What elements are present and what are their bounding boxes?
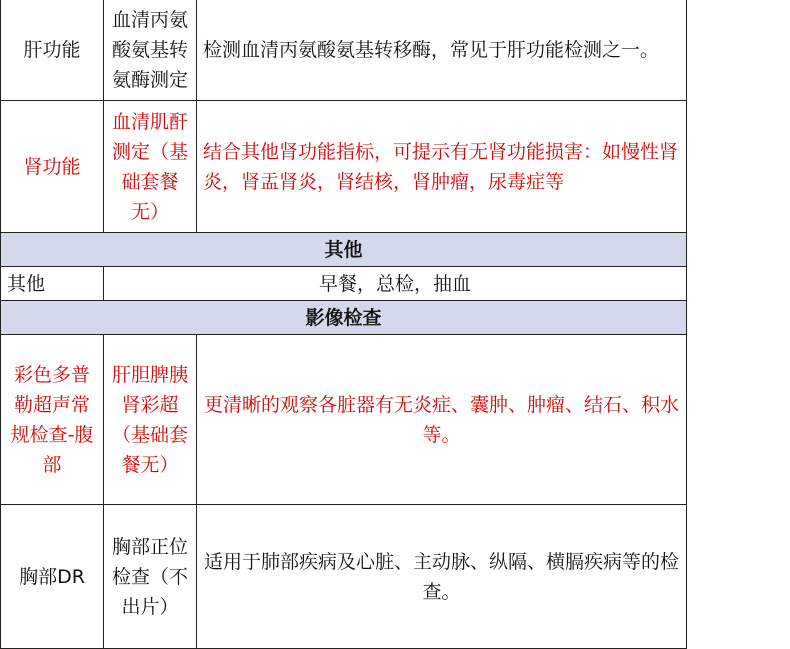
item-category: 肝功能 bbox=[1, 0, 104, 101]
item-description: 早餐，总检，抽血 bbox=[104, 267, 687, 301]
item-test: 血清肌酐测定（基础套餐无） bbox=[104, 101, 197, 233]
item-description: 更清晰的观察各脏器有无炎症、囊肿、肿瘤、结石、积水等。 bbox=[197, 335, 687, 505]
section-row-imaging bbox=[1, 301, 687, 335]
section-row-other bbox=[1, 233, 687, 267]
table-row-liver bbox=[1, 0, 687, 101]
item-description: 适用于肺部疾病及心脏、主动脉、纵隔、横膈疾病等的检查。 bbox=[197, 505, 687, 649]
item-test: 胸部正位检查（不出片） bbox=[104, 505, 197, 649]
item-category: 肾功能 bbox=[1, 101, 104, 233]
section-title: 影像检查 bbox=[1, 301, 687, 335]
section-title: 其他 bbox=[1, 233, 687, 267]
item-test: 肝胆脾胰肾彩超（基础套餐无） bbox=[104, 335, 197, 505]
table-row-other bbox=[1, 267, 687, 301]
item-description: 检测血清丙氨酸氨基转移酶，常见于肝功能检测之一。 bbox=[197, 0, 687, 101]
table-row-kidney bbox=[1, 101, 687, 233]
item-test: 血清丙氨酸氨基转氨酶测定 bbox=[104, 0, 197, 101]
table-row-chest-dr bbox=[1, 505, 687, 649]
item-category: 其他 bbox=[1, 267, 104, 301]
item-category: 胸部DR bbox=[1, 505, 104, 649]
table-row-ultrasound bbox=[1, 335, 687, 505]
item-category: 彩色多普勒超声常规检查-腹部 bbox=[1, 335, 104, 505]
item-description: 结合其他肾功能指标，可提示有无肾功能损害：如慢性肾炎，肾盂肾炎，肾结核，肾肿瘤，尿毒症等 bbox=[197, 101, 687, 233]
